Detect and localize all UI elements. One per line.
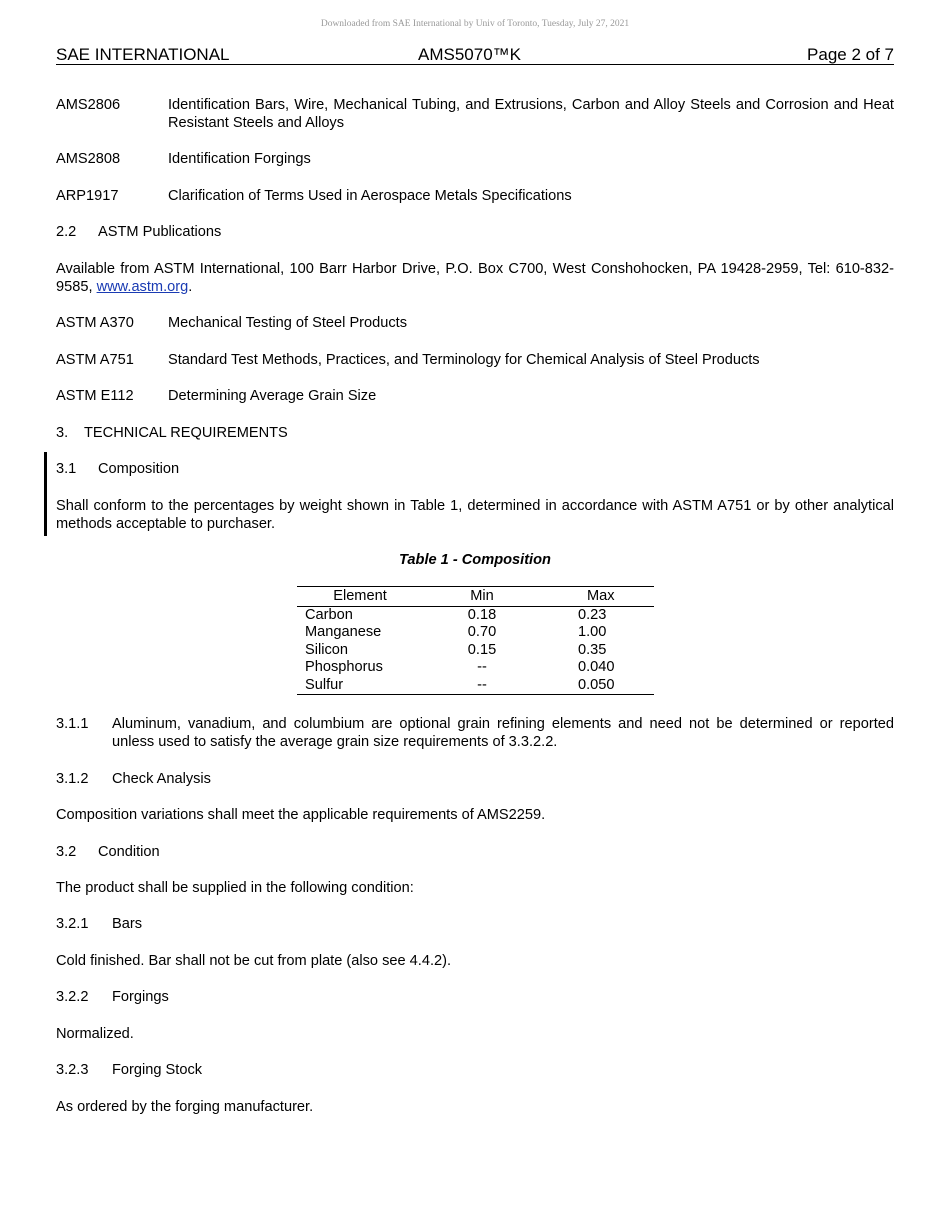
- ref-entry: [56, 314, 894, 332]
- section-title: TECHNICAL REQUIREMENTS: [84, 425, 288, 441]
- table-cell: 0.15: [467, 641, 497, 658]
- ref-desc: Clarification of Terms Used in Aerospace Metals Specifications: [168, 188, 572, 204]
- section-heading-3-2: [56, 843, 894, 861]
- section-number: 3.1: [56, 461, 77, 477]
- table-cell: 0.050: [541, 677, 654, 695]
- ref-entry: [56, 351, 894, 369]
- ref-desc: Mechanical Testing of Steel Products: [168, 315, 408, 331]
- table-header: Min: [423, 587, 541, 607]
- ref-code: AMS2806: [56, 97, 121, 113]
- ref-entry: [56, 387, 894, 405]
- section-heading-3-1: [56, 460, 894, 478]
- condition-text: The product shall be supplied in the following condition:: [56, 880, 414, 896]
- table-row: [297, 659, 654, 677]
- header-doc-number: AMS5070™K: [418, 45, 521, 64]
- astm-availability-text: Available from ASTM International, 100 Barr Harbor Drive, P.O. Box C700, West Conshohocken, PA 19428-2959, Tel: 610-832-9585,: [56, 261, 894, 295]
- ref-code: ASTM A370: [56, 315, 134, 331]
- section-heading-3-2-3: [56, 1061, 894, 1079]
- ref-entry: [56, 150, 894, 168]
- table-cell: Phosphorus: [305, 659, 383, 675]
- section-heading-3-2-1: [56, 915, 894, 933]
- ref-code: ASTM E112: [56, 388, 134, 404]
- section-number: 3.1.1: [56, 716, 89, 732]
- ref-desc: Identification Forgings: [168, 151, 311, 167]
- table-row: [297, 677, 654, 695]
- section-heading-2-2: [56, 223, 894, 241]
- section-title: Bars: [112, 916, 143, 932]
- section-number: 3.2.3: [56, 1062, 89, 1078]
- revision-bar: [44, 452, 47, 536]
- astm-availability: [56, 260, 894, 296]
- table-row: [297, 606, 654, 624]
- section-title: ASTM Publications: [98, 224, 222, 240]
- section-number: 3.1.2: [56, 771, 89, 787]
- composition-table: [297, 586, 654, 695]
- table-header-row: [297, 587, 654, 607]
- ref-desc: Identification Bars, Wire, Mechanical Tubing, and Extrusions, Carbon and Alloy Steels and Corrosion and Heat Resistant Steels and Alloys: [168, 97, 894, 131]
- table-cell: 0.35: [578, 641, 607, 658]
- ref-code: ASTM A751: [56, 352, 134, 368]
- ref-desc: Standard Test Methods, Practices, and Terminology for Chemical Analysis of Steel Products: [168, 352, 760, 368]
- forging-stock-text: As ordered by the forging manufacturer.: [56, 1099, 314, 1115]
- table-row: [297, 624, 654, 642]
- header-org: SAE INTERNATIONAL: [56, 45, 230, 64]
- section-number: 3.2.1: [56, 916, 89, 932]
- download-notice: Downloaded from SAE International by Univ of Toronto, Tuesday, July 27, 2021: [320, 19, 630, 29]
- table-row: [297, 642, 654, 660]
- section-title: Composition: [98, 461, 180, 477]
- section-number: 2.2: [56, 224, 77, 240]
- table-cell: 0.70: [467, 624, 497, 640]
- table-cell: --: [477, 659, 487, 675]
- section-3-1-1: [56, 715, 894, 751]
- section-title: Forging Stock: [112, 1062, 203, 1078]
- table-header: Max: [541, 587, 654, 607]
- ref-code: AMS2808: [56, 151, 121, 167]
- table-cell: Silicon: [305, 641, 348, 658]
- composition-text: Shall conform to the percentages by weight shown in Table 1, determined in accordance with ASTM A751 or by other analytical methods acceptable to purchaser.: [56, 498, 894, 532]
- astm-availability-end: .: [188, 279, 193, 295]
- ref-entry: [56, 96, 894, 132]
- check-analysis-text: Composition variations shall meet the applicable requirements of AMS2259.: [56, 807, 546, 823]
- section-heading-3-1-2: [56, 770, 894, 788]
- table-cell: 0.040: [578, 659, 615, 675]
- table-cell: --: [423, 677, 541, 695]
- section-number: 3.2.2: [56, 989, 89, 1005]
- section-text: Aluminum, vanadium, and columbium are optional grain refining elements and need not be determined or reported unless used to satisfy the average grain size requirements of 3.3.2.2.: [112, 716, 894, 750]
- table-cell: Sulfur: [297, 677, 423, 695]
- forgings-text: Normalized.: [56, 1026, 134, 1042]
- section-title: Forgings: [112, 989, 169, 1005]
- header-page-number: Page 2 of 7: [807, 45, 894, 64]
- table-cell: 0.18: [467, 606, 497, 623]
- astm-link[interactable]: www.astm.org: [96, 279, 189, 295]
- ref-code: ARP1917: [56, 188, 119, 204]
- table-caption: Table 1 - Composition: [399, 552, 551, 568]
- section-number: 3.2: [56, 844, 77, 860]
- section-title: Condition: [98, 844, 160, 860]
- table-header: Element: [297, 587, 423, 607]
- table-cell: 1.00: [578, 624, 607, 640]
- bars-text: Cold finished. Bar shall not be cut from plate (also see 4.4.2).: [56, 953, 452, 969]
- section-heading-3-2-2: [56, 988, 894, 1006]
- ref-entry: [56, 187, 894, 205]
- table-cell: 0.23: [578, 606, 607, 623]
- ref-desc: Determining Average Grain Size: [168, 388, 377, 404]
- page-header: [56, 45, 894, 65]
- section-heading-3: [56, 424, 894, 442]
- section-number: 3.: [56, 425, 69, 441]
- section-title: Check Analysis: [112, 771, 211, 787]
- table-cell: Carbon: [305, 606, 353, 623]
- table-cell: Manganese: [305, 624, 382, 640]
